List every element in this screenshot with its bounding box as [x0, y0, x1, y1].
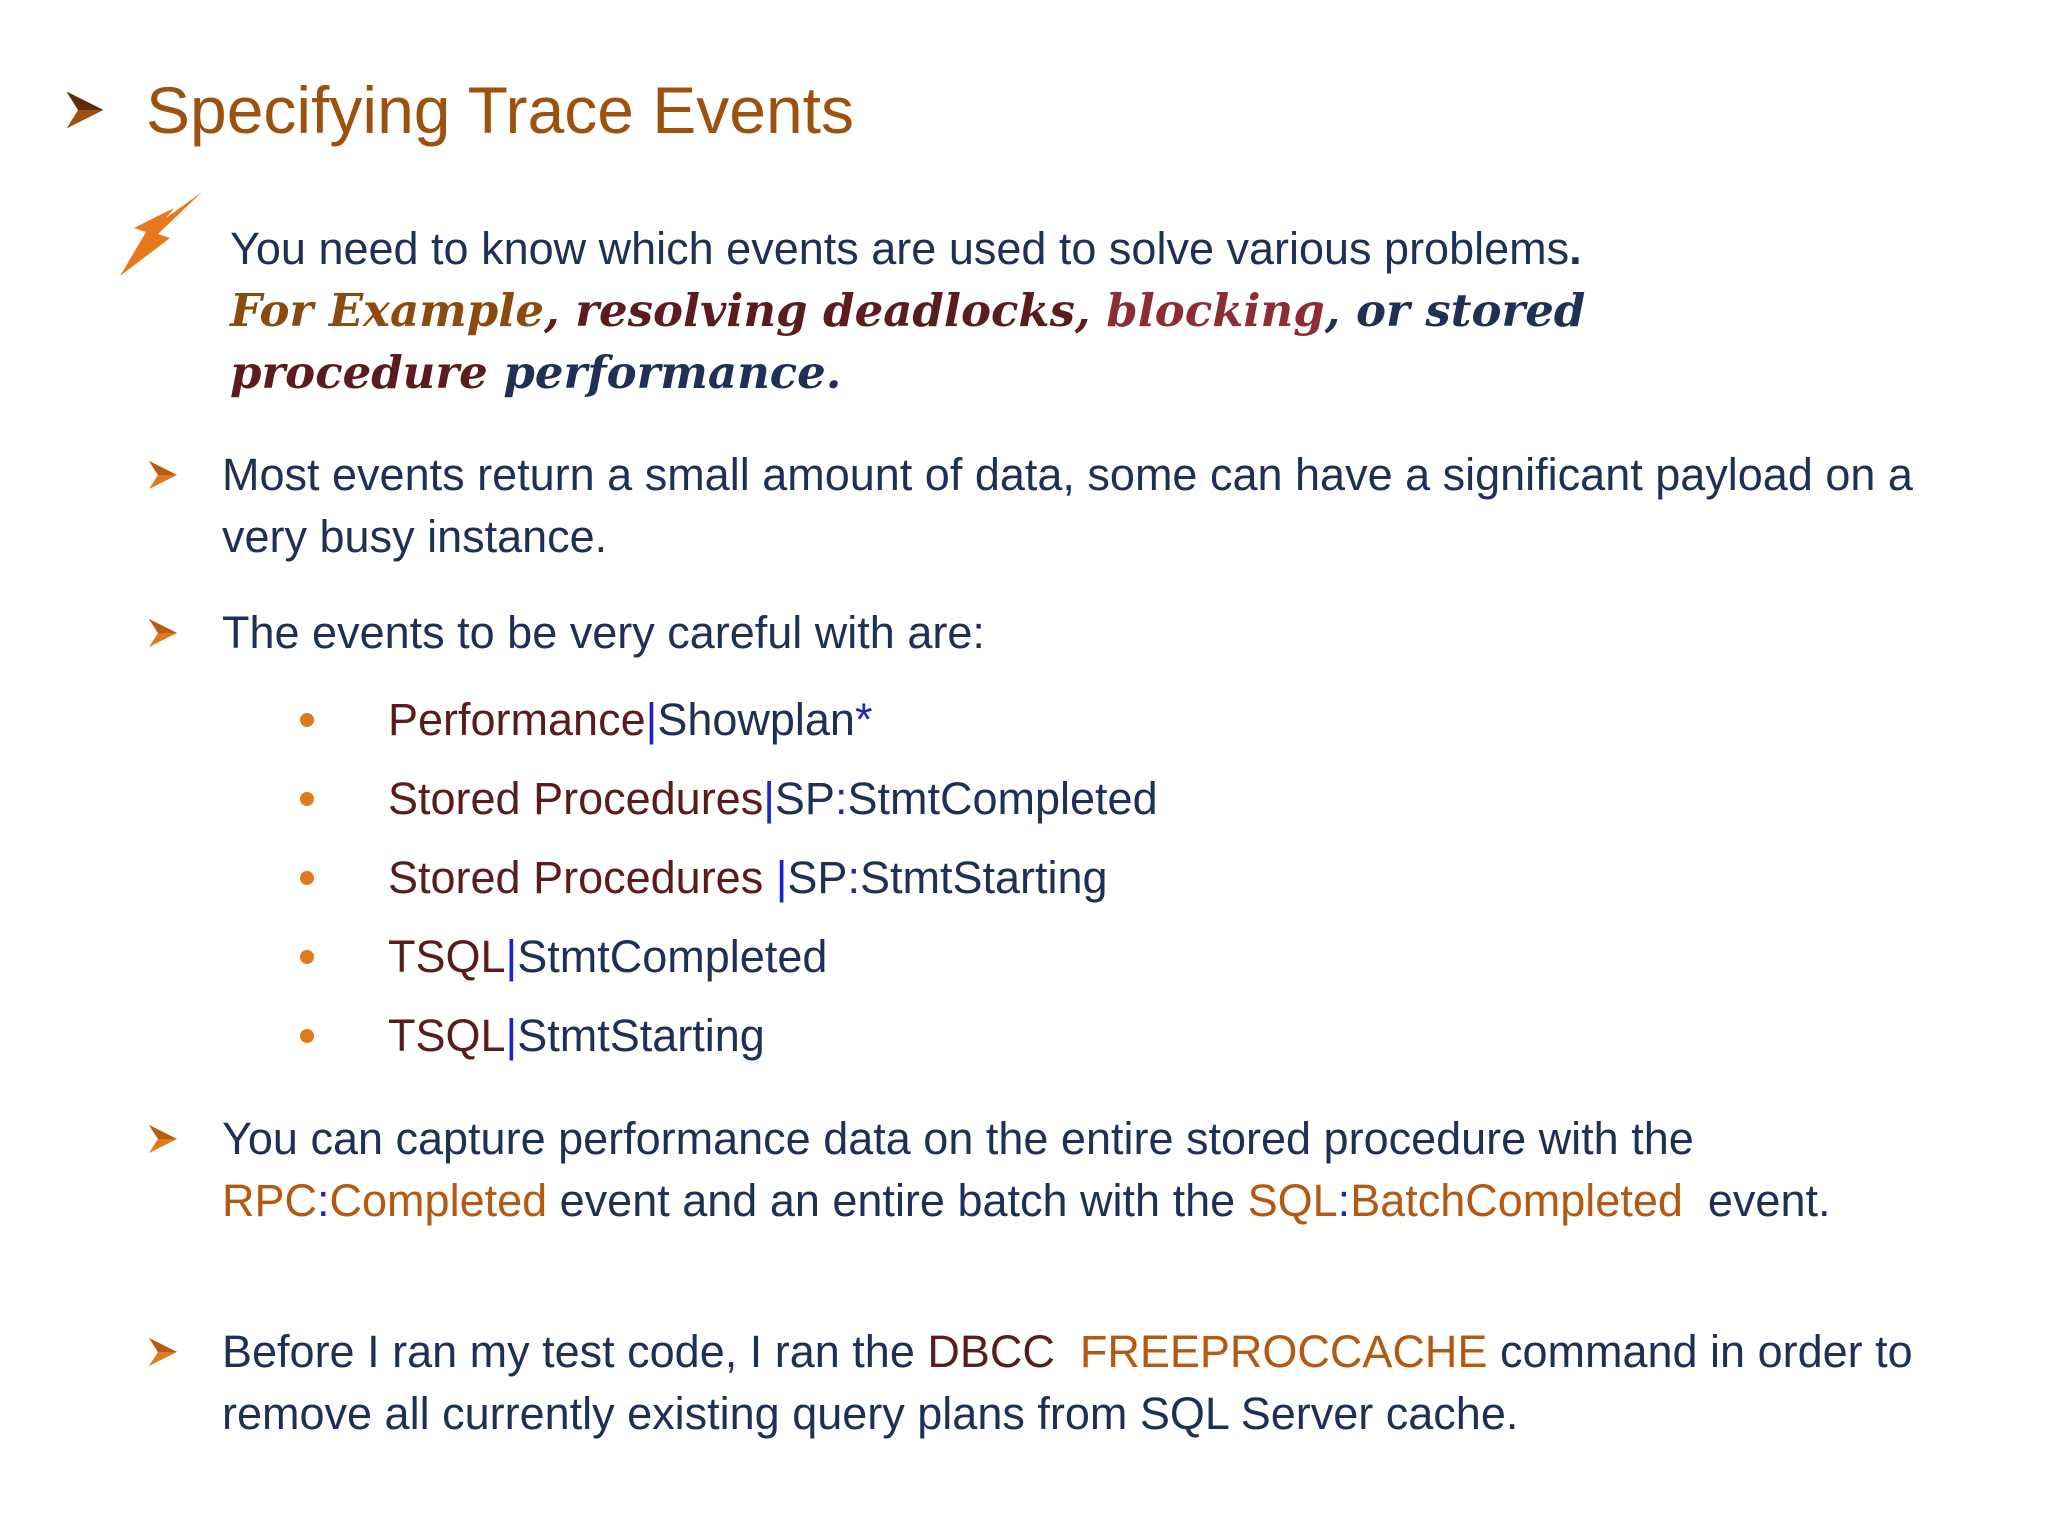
event-list-item: Stored Procedures | SP : StmtStarting: [300, 848, 1108, 908]
page-title: Specifying Trace Events: [146, 73, 855, 147]
note-line1: You need to know which events are used to solve various problems.: [230, 223, 1582, 274]
arrowhead-icon: [146, 1122, 180, 1156]
arrowhead-icon: [146, 458, 180, 492]
event-list-item: Stored Procedures | SP : StmtCompleted: [300, 769, 1158, 829]
bullet-dot-icon: [300, 950, 314, 964]
bullet-dot-icon: [300, 1029, 314, 1043]
bullet-dot-icon: [300, 871, 314, 885]
bullet-item: [146, 602, 2006, 664]
bullet-text: The events to be very careful with are:: [222, 607, 985, 658]
note-callout: [230, 218, 1790, 404]
slide-title-row: [62, 70, 854, 150]
bullet-text: Most events return a small amount of data, some can have a significant payload on a very busy instance.: [222, 449, 1913, 562]
bullet-dot-icon: [300, 713, 314, 727]
bullet-item: [146, 1108, 2006, 1232]
arrowhead-icon: [146, 1335, 180, 1369]
note-emphasis: For Example, resolving deadlocks, blocking, or stored: [230, 284, 1586, 337]
bullet-dot-icon: [300, 792, 314, 806]
event-list-item: TSQL | StmtCompleted: [300, 927, 827, 987]
event-list-item: Performance | Showplan *: [300, 690, 872, 750]
note-emphasis-line2: procedure performance.: [230, 346, 842, 399]
arrowhead-icon: [146, 616, 180, 650]
event-list-item: TSQL | StmtStarting: [300, 1006, 765, 1066]
bullet-text: You can capture performance data on the entire stored procedure with the RPC:Completed event and an entire batch with the SQL:BatchCompleted event.: [222, 1113, 1831, 1226]
lightning-icon: [116, 188, 208, 280]
bullet-item: [146, 444, 2006, 568]
bullet-text: Before I ran my test code, I ran the DBCC FREEPROCCACHE command in order to remove all currently existing query plans from SQL Server cache.: [222, 1326, 1913, 1439]
bullet-item: [146, 1321, 2006, 1445]
arrowhead-icon: [62, 87, 108, 133]
